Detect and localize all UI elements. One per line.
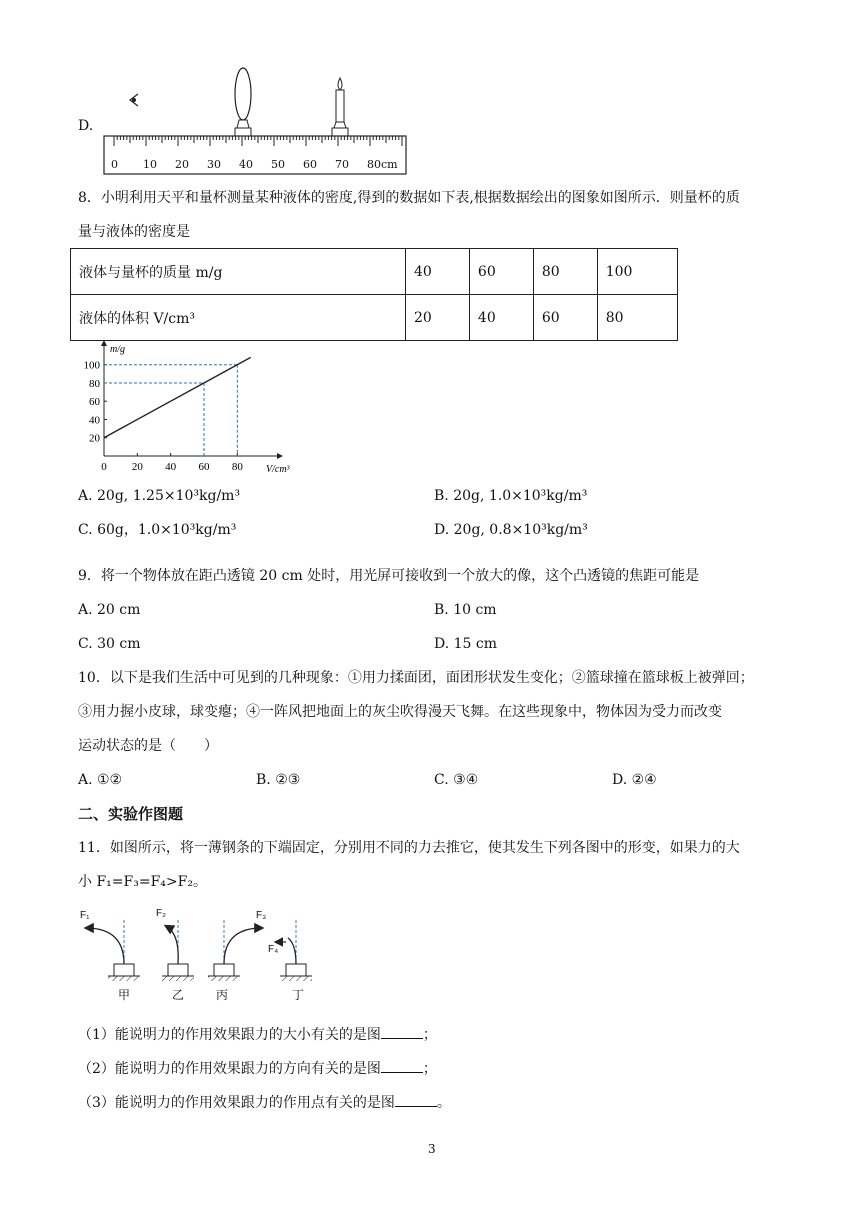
y-tick-label: 100: [83, 359, 100, 372]
q11-sub1: （1）能说明力的作用效果跟力的大小有关的是图 ；: [78, 1024, 437, 1045]
figure-label-bing: 丙: [216, 988, 229, 1002]
answer-blank[interactable]: [381, 1024, 423, 1039]
ruler-label: 30: [207, 158, 221, 171]
q8-stem-line1: 8．小明利用天平和量杯测量某种液体的密度,得到的数据如下表,根据数据绘出的图象如图所示．则量杯的质: [78, 190, 740, 206]
q11-line1: 11．如图所示，将一薄钢条的下端固定，分别用不同的力去推它，使其发生下列各图中的形变，如果力的大: [78, 840, 740, 856]
x-tick-label: 0: [101, 461, 107, 473]
q9-option-b: B. 10 cm: [434, 602, 497, 618]
page-number: 3: [428, 1142, 436, 1156]
q8-data-table: [70, 248, 678, 341]
force-label-f4: F₄: [268, 944, 279, 955]
x-tick-label: 20: [131, 461, 143, 473]
ruler-label: 40: [239, 158, 253, 171]
y-tick-label: 80: [89, 377, 100, 390]
q8-option-a: A. 20g, 1.25×10³kg/m³: [78, 488, 241, 504]
q8-stem-line2: 量与液体的密度是: [78, 224, 190, 240]
q10-line3: 运动状态的是（ ）: [78, 738, 218, 754]
y-tick-label: 40: [89, 414, 100, 427]
q11-line2: 小 F₁=F₃=F₄>F₂。: [78, 874, 207, 890]
table-cell: 80: [533, 249, 597, 295]
q11-sub2: （2）能说明力的作用效果跟力的方向有关的是图 ；: [78, 1058, 437, 1079]
q11-sub3: （3）能说明力的作用效果跟力的作用点有关的是图 。: [78, 1092, 451, 1113]
table-cell: 100: [597, 249, 677, 295]
force-label-f1: F₁: [80, 910, 90, 921]
y-tick-label: 20: [89, 432, 100, 445]
answer-blank[interactable]: [381, 1058, 423, 1073]
figure-label-ding: 丁: [292, 988, 305, 1002]
figure-bing: [208, 920, 262, 981]
force-label-f3: F₃: [256, 910, 267, 921]
figure-jia: [86, 920, 140, 981]
q8-option-d: D. 20g, 0.8×10³kg/m³: [434, 522, 588, 538]
eye-icon: [130, 94, 138, 106]
q10-line1: 10．以下是我们生活中可见到的几种现象：①用力揉面团，面团形状发生变化；②篮球撞在篮球板上被弹回；: [78, 670, 754, 686]
section-title: 二、实验作图题: [78, 805, 184, 823]
x-tick-label: 80: [231, 461, 243, 473]
x-tick-label: 60: [198, 461, 210, 473]
q9-stem: 9．将一个物体放在距凸透镜 20 cm 处时，用光屏可接收到一个放大的像，这个凸透镜的焦距可能是: [78, 568, 700, 584]
figure-label-jia: 甲: [118, 988, 131, 1002]
force-label-f2: F₂: [156, 908, 166, 919]
answer-blank[interactable]: [395, 1092, 437, 1107]
table-cell: 60: [469, 249, 533, 295]
q10-option-d: D. ②④: [612, 772, 657, 788]
q10-option-c: C. ③④: [434, 772, 479, 788]
ruler-label: 10: [143, 158, 157, 171]
table-cell: 40: [469, 295, 533, 341]
figure-ding: [276, 920, 312, 981]
table-cell: 60: [533, 295, 597, 341]
table-cell: 液体与量杯的质量 m/g: [71, 249, 406, 295]
x-axis-label: V/cm³: [266, 464, 290, 475]
table-cell: 40: [406, 249, 470, 295]
ruler-label: 50: [271, 158, 285, 171]
q10-line2: ③用力握小皮球，球变瘪；④一阵风把地面上的灰尘吹得漫天飞舞。在这些现象中，物体因为受力而改变: [78, 704, 722, 720]
ruler-label: 0: [111, 158, 118, 171]
q9-option-c: C. 30 cm: [78, 636, 141, 652]
ruler-label: 80cm: [367, 158, 398, 171]
table-row: [71, 249, 678, 295]
q8-mass-volume-chart: [72, 340, 302, 476]
option-d-label: D.: [78, 118, 94, 134]
table-cell: 20: [406, 295, 470, 341]
q9-option-d: D. 15 cm: [434, 636, 498, 652]
convex-lens: [235, 68, 251, 136]
q10-option-b: B. ②③: [256, 772, 301, 788]
candle: [332, 78, 348, 136]
figure-label-yi: 乙: [172, 988, 185, 1002]
y-tick-label: 60: [89, 396, 100, 409]
figure-yi: [162, 920, 194, 981]
ruler-label: 60: [303, 158, 317, 171]
q9-option-a: A. 20 cm: [78, 602, 141, 618]
y-axis-label: m/g: [110, 344, 125, 355]
q10-option-a: A. ①②: [78, 772, 123, 788]
q8-option-b: B. 20g, 1.0×10³kg/m³: [434, 488, 588, 504]
x-tick-label: 40: [165, 461, 177, 473]
q8-option-c: C. 60g，1.0×10³kg/m³: [78, 522, 237, 538]
table-row: [71, 295, 678, 341]
data-line: [104, 357, 251, 437]
table-cell: 80: [597, 295, 677, 341]
table-cell: 液体的体积 V/cm³: [71, 295, 406, 341]
ruler-label: 70: [335, 158, 349, 171]
ruler-label: 20: [175, 158, 189, 171]
